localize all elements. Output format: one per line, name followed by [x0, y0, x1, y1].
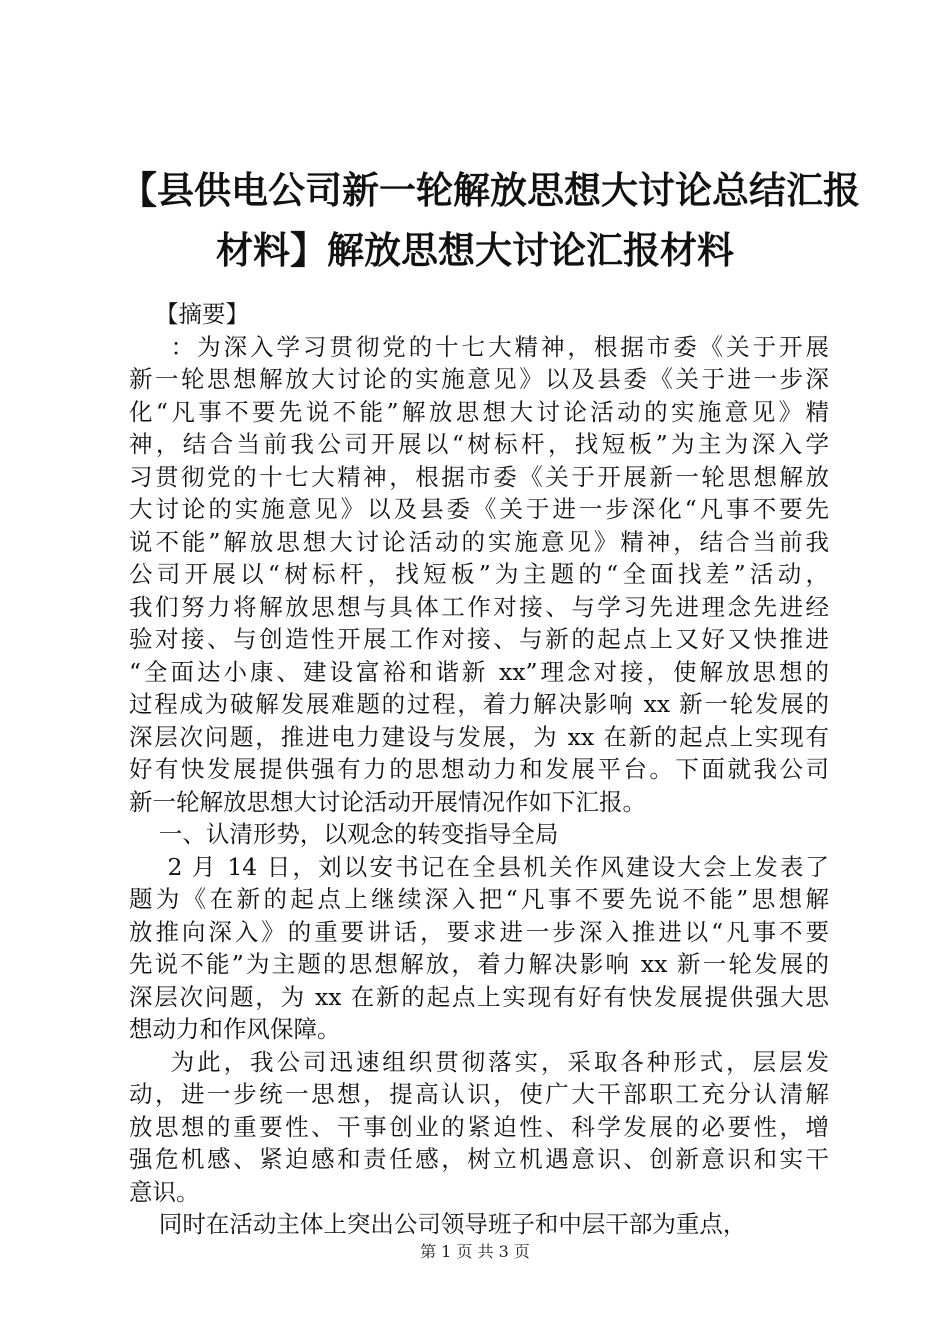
- paragraph: [129, 851, 829, 1046]
- text-line: 一、认清形势，以观念的转变指导全局: [129, 820, 559, 848]
- text-line: 动，进一步统一思想，提高认识，使广大干部职工充分认清解: [129, 1080, 829, 1108]
- title-line: 【县供电公司新一轮解放思想大讨论总结汇报: [120, 168, 860, 212]
- text-line: 意识。: [129, 1177, 200, 1206]
- page-footer: 第 1 页 共 3 页: [420, 1242, 530, 1261]
- text-line: 验对接、与创造性开展工作对接、与新的起点上又好又快推进: [129, 625, 829, 653]
- paragraph: [129, 1208, 829, 1241]
- text-line: ：为深入学习贯彻党的十七大精神，根据市委《关于开展: [129, 332, 829, 361]
- text-line: 大讨论的实施意见》以及县委《关于进一步深化“凡事不要先: [129, 495, 829, 523]
- text-line: 公司开展以“树标杆，找短板”为主题的“全面找差”活动，: [129, 560, 829, 588]
- text-line: 过程成为破解发展难题的过程，着力解决影响 xx 新一轮发展的: [129, 690, 829, 718]
- text-line: 先说不能”为主题的思想解放，着力解决影响 xx 新一轮发展的: [129, 950, 829, 978]
- abstract-label: 【摘要】: [155, 300, 249, 328]
- text-line: 题为《在新的起点上继续深入把“凡事不要先说不能”思想解: [129, 885, 829, 913]
- paragraph: [129, 818, 829, 851]
- paragraph: [129, 331, 829, 819]
- document-title: [120, 160, 860, 280]
- text-line: 深层次问题，为 xx 在新的起点上实现有好有快发展提供强大思: [129, 982, 829, 1011]
- text-line: 强危机感、紧迫感和责任感，树立机遇意识、创新意识和实干: [129, 1145, 829, 1173]
- document-body: [129, 298, 829, 1241]
- text-line: 2 月 14 日，刘以安书记在全县机关作风建设大会上发表了: [129, 852, 829, 881]
- text-line: 我们努力将解放思想与具体工作对接、与学习先进理念先进经: [129, 592, 829, 621]
- text-line: “全面达小康、建设富裕和谐新 xx”理念对接，使解放思想的: [129, 657, 829, 686]
- text-line: 放思想的重要性、干事创业的紧迫性、科学发展的必要性，增: [129, 1112, 829, 1141]
- text-line: 新一轮解放思想大讨论活动开展情况作如下汇报。: [129, 787, 646, 816]
- paragraph: [129, 1046, 829, 1209]
- text-line: 新一轮思想解放大讨论的实施意见》以及县委《关于进一步深: [129, 365, 829, 393]
- text-line: 深层次问题，推进电力建设与发展，为 xx 在新的起点上实现有: [129, 722, 829, 751]
- text-line: 神，结合当前我公司开展以“树标杆，找短板”为主为深入学: [129, 430, 829, 458]
- text-line: 化“凡事不要先说不能”解放思想大讨论活动的实施意见》精: [129, 397, 829, 426]
- title-line: 材料】解放思想大讨论汇报材料: [216, 228, 734, 272]
- text-line: 习贯彻党的十七大精神，根据市委《关于开展新一轮思想解放: [129, 462, 829, 491]
- text-line: 想动力和作风保障。: [129, 1015, 341, 1043]
- paragraph-list: [129, 331, 829, 1241]
- text-line: 说不能”解放思想大讨论活动的实施意见》精神，结合当前我: [129, 527, 829, 556]
- text-line: 好有快发展提供强有力的思想动力和发展平台。下面就我公司: [129, 755, 829, 783]
- text-line: 为此，我公司迅速组织贯彻落实，采取各种形式，层层发: [129, 1047, 829, 1076]
- text-line: 同时在活动主体上突出公司领导班子和中层干部为重点，: [129, 1210, 747, 1238]
- text-line: 放推向深入》的重要讲话，要求进一步深入推进以“凡事不要: [129, 917, 829, 946]
